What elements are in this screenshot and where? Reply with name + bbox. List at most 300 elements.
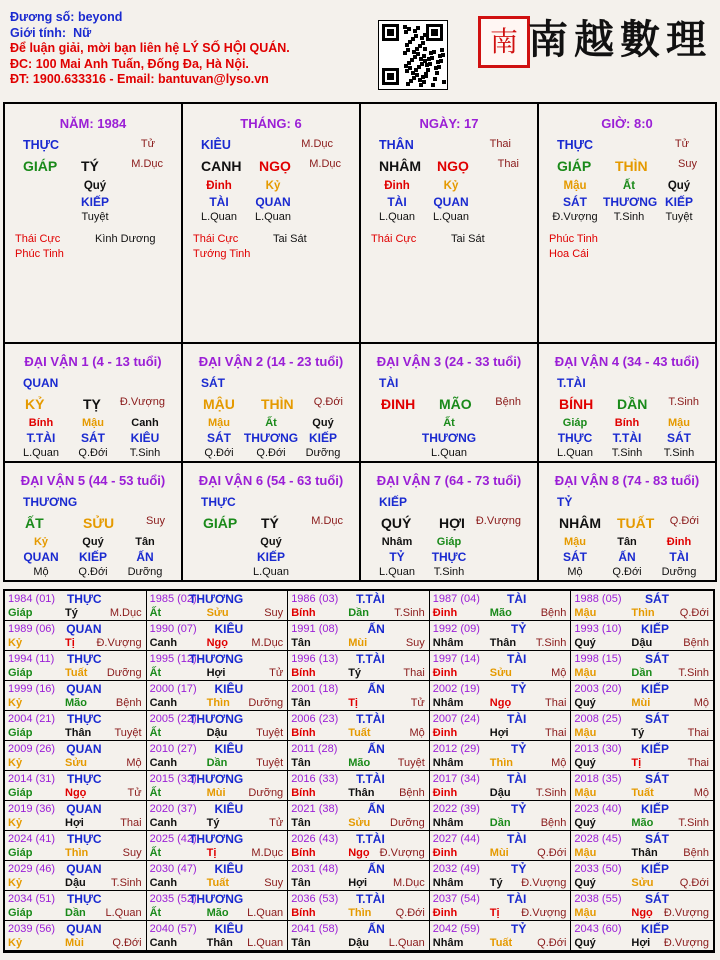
luck-hidden-stem: Kỷ	[33, 536, 49, 548]
year-state: Thai	[544, 697, 567, 709]
year-branch: Thân	[489, 637, 517, 649]
year-stem: Quý	[574, 637, 596, 649]
year-branch: Tý	[489, 877, 503, 889]
luck-hidden-stem: Giáp	[436, 536, 462, 548]
year-state: Tử	[269, 667, 284, 679]
year-god: THƯƠNG	[189, 892, 244, 906]
year-god: KIÊU	[214, 742, 244, 756]
pillar-0	[5, 104, 183, 344]
year-stem: Canh	[149, 637, 178, 649]
year-cell	[147, 801, 289, 831]
year-cell	[430, 621, 572, 651]
year-branch: Mùi	[206, 787, 226, 799]
year-stem: Đinh	[432, 907, 458, 919]
year-god: ẤN	[367, 742, 385, 756]
luck-cycle-2	[183, 344, 361, 463]
luck-hidden-note-text: L.Quan	[556, 447, 594, 459]
year-stem: Bính	[291, 847, 316, 859]
luck-stem: ẤT	[25, 515, 44, 531]
year-state: L.Quan	[105, 907, 142, 919]
heavenly-stem: NHÂM	[379, 158, 421, 174]
year-state: Mộ	[693, 787, 709, 799]
gender-label: Giới tính:	[10, 25, 67, 40]
year-state: Đ.Vượng	[521, 907, 567, 919]
year-label: 2009 (26)	[8, 743, 56, 755]
year-state: Bệnh	[540, 817, 567, 829]
year-cell	[430, 711, 572, 741]
year-branch: Thìn	[206, 697, 230, 709]
year-god: TÀI	[507, 772, 527, 786]
stars-right	[273, 232, 307, 247]
year-cell	[5, 681, 147, 711]
branch-state: Thai	[497, 158, 519, 170]
year-state: Đ.Vượng	[663, 937, 709, 949]
year-stem: Kỷ	[8, 877, 23, 889]
year-label: 2008 (25)	[574, 713, 622, 725]
year-cell	[430, 741, 572, 771]
year-stem: Ất	[149, 727, 162, 739]
year-stem: Mậu	[574, 907, 597, 919]
year-label: 2016 (33)	[291, 773, 339, 785]
hidden-god-name: SÁT	[563, 195, 587, 209]
earthly-branch: THÌN	[615, 158, 648, 174]
year-cell	[288, 621, 430, 651]
year-branch: Ngọ	[206, 637, 228, 649]
year-god: ẤN	[367, 682, 385, 696]
hidden-god-name: KIẾP	[664, 195, 693, 209]
luck-hidden-note-text: L.Quan	[378, 566, 416, 578]
qr-code-icon	[378, 20, 448, 90]
year-branch: Dậu	[631, 637, 653, 649]
luck-hidden-god-name: ẤN	[136, 550, 154, 564]
year-stem: Mậu	[574, 667, 597, 679]
year-label: 2032 (49)	[432, 863, 480, 875]
year-branch: Dậu	[65, 877, 86, 889]
year-god: THƯƠNG	[189, 592, 244, 606]
year-branch: Sửu	[489, 667, 512, 679]
year-branch: Tị	[348, 697, 358, 709]
year-cell	[571, 651, 713, 681]
year-god: KIÊU	[214, 682, 244, 696]
year-label: 1996 (13)	[291, 653, 339, 665]
year-stem: Bính	[291, 907, 316, 919]
year-god: KIẾP	[640, 802, 669, 816]
year-cell	[571, 771, 713, 801]
stem-state: M.Dục	[301, 138, 333, 150]
year-stem: Canh	[149, 757, 178, 769]
year-state: Thai	[120, 817, 142, 829]
year-stem: Tân	[291, 817, 311, 829]
hidden-god-name: TÀI	[209, 195, 229, 209]
luck-hidden-note-text: T.Sinh	[129, 447, 161, 459]
luck-hidden-god-name: TỶ	[389, 550, 405, 564]
year-branch: Tuất	[206, 877, 229, 889]
luck-hidden-note-text: Mộ	[33, 566, 49, 578]
year-state: Suy	[405, 637, 425, 649]
year-branch: Tý	[348, 667, 362, 679]
luck-cycle-3	[361, 344, 539, 463]
year-state: L.Quan	[247, 937, 284, 949]
year-branch: Thân	[631, 847, 658, 859]
luck-hidden-note-text: Dưỡng	[305, 447, 341, 459]
luck-branch: HỢI	[439, 515, 465, 531]
year-cell	[288, 921, 430, 951]
luck-hidden-god-name: KIẾP	[308, 431, 337, 445]
luck-branch: TỴ	[83, 396, 101, 412]
hidden-stem-name: Quý	[667, 180, 691, 192]
year-stem: Ất	[149, 787, 162, 799]
year-god: ẤN	[367, 622, 385, 636]
hidden-god-name: TÀI	[387, 195, 407, 209]
seal-icon: 南	[478, 16, 530, 68]
year-branch: Tuất	[489, 937, 513, 949]
year-god: SÁT	[645, 712, 669, 726]
year-cell	[5, 621, 147, 651]
year-branch: Thìn	[65, 847, 89, 859]
year-stem: Nhâm	[432, 877, 464, 889]
year-label: 1985 (02)	[149, 593, 197, 605]
year-state: Tử	[269, 817, 284, 829]
luck-hidden-stem: Nhâm	[381, 536, 413, 548]
branch-state: M.Dục	[309, 158, 341, 170]
year-god: QUAN	[66, 622, 102, 636]
year-branch: Ngọ	[489, 697, 512, 709]
year-cell	[147, 771, 289, 801]
year-branch: Dậu	[348, 937, 369, 949]
year-god: KIÊU	[214, 622, 244, 636]
luck-stem: GIÁP	[203, 515, 238, 531]
year-label: 2023 (40)	[574, 803, 622, 815]
year-branch: Thân	[65, 727, 92, 739]
luck-state: M.Dục	[311, 515, 343, 527]
header-info	[10, 10, 290, 88]
year-cell	[430, 831, 572, 861]
year-god: QUAN	[66, 922, 102, 936]
year-branch: Dần	[631, 667, 653, 679]
luck-cycle-8	[539, 463, 717, 582]
hidden-god-name: THƯƠNG	[603, 195, 658, 209]
year-god: THỰC	[66, 892, 102, 906]
year-stem: Đinh	[432, 847, 458, 859]
year-branch: Tị	[65, 637, 75, 649]
luck-hidden-note-text: T.Sinh	[433, 566, 465, 578]
year-state: Tuyệt	[256, 757, 284, 769]
earthly-branch: NGỌ	[259, 158, 291, 174]
year-stem: Tân	[291, 877, 311, 889]
year-branch: Hợi	[348, 877, 368, 889]
year-label: 2004 (21)	[8, 713, 56, 725]
year-god: KIẾP	[640, 862, 669, 876]
year-state: T.Sinh	[111, 877, 142, 889]
hidden-stem-name: Kỷ	[265, 180, 281, 192]
year-god: QUAN	[66, 682, 102, 696]
luck-state: Bệnh	[495, 396, 521, 408]
year-stem: Mậu	[574, 847, 597, 859]
year-cell	[147, 861, 289, 891]
earthly-branch: TÝ	[81, 158, 99, 174]
year-stem: Nhâm	[432, 817, 464, 829]
year-stem: Quý	[574, 817, 596, 829]
year-god: KIÊU	[214, 862, 244, 876]
pillar-title: NGÀY: 17	[419, 116, 479, 131]
stem-god: KIÊU	[201, 138, 231, 152]
year-cell	[571, 741, 713, 771]
year-god: TÀI	[507, 832, 527, 846]
year-label: 2037 (54)	[432, 893, 480, 905]
year-cell	[288, 801, 430, 831]
luck-title: ĐẠI VẬN 8 (74 - 83 tuổi)	[554, 473, 700, 488]
year-branch: Mão	[206, 907, 229, 919]
year-god: T.TÀI	[356, 832, 385, 846]
year-stem: Bính	[291, 607, 316, 619]
year-label: 2041 (58)	[291, 923, 339, 935]
luck-stem: NHÂM	[559, 515, 601, 531]
year-cell	[288, 831, 430, 861]
luck-cycle-7	[361, 463, 539, 582]
year-state: Dưỡng	[248, 697, 284, 709]
year-cell	[5, 891, 147, 921]
luck-hidden-note-text: Dưỡng	[127, 566, 163, 578]
year-god: SÁT	[645, 592, 669, 606]
year-branch: Tuất	[65, 667, 88, 679]
year-god: THƯƠNG	[189, 832, 244, 846]
year-state: Q.Đới	[395, 907, 425, 919]
year-god: TỶ	[511, 802, 527, 816]
hidden-note-text: T.Sinh	[613, 211, 645, 223]
luck-hidden-stem: Bính	[28, 417, 54, 429]
year-state: Tuyệt	[256, 727, 284, 739]
year-god: KIẾP	[640, 742, 669, 756]
year-god: TỶ	[511, 682, 527, 696]
luck-hidden-note-text: T.Sinh	[663, 447, 695, 459]
year-stem: Bính	[291, 727, 316, 739]
pillar-3	[539, 104, 717, 344]
luck-hidden-god-name: THƯƠNG	[243, 431, 299, 445]
luck-hidden-god-name: SÁT	[667, 431, 691, 445]
year-state: Q.Đới	[537, 937, 567, 949]
heavenly-stem: GIÁP	[557, 158, 592, 174]
year-stem: Đinh	[432, 787, 458, 799]
luck-stem-god: TÀI	[379, 376, 399, 390]
year-stem: Nhâm	[432, 757, 464, 769]
year-branch: Dần	[348, 607, 369, 619]
year-branch: Dần	[65, 907, 86, 919]
hidden-note-text: L.Quan	[200, 211, 238, 223]
year-label: 2000 (17)	[149, 683, 197, 695]
year-state: Mộ	[409, 727, 425, 739]
year-label: 2019 (36)	[8, 803, 56, 815]
luck-hidden-stem: Giáp	[562, 417, 588, 429]
year-label: 2030 (47)	[149, 863, 197, 875]
hidden-stem-name: Đinh	[206, 180, 232, 192]
year-state: Đ.Vượng	[379, 847, 425, 859]
year-state: Suy	[264, 607, 284, 619]
year-state: Đ.Vượng	[663, 907, 709, 919]
year-label: 2020 (37)	[149, 803, 197, 815]
luck-hidden-god-name: KIẾP	[256, 550, 285, 564]
pillar-title: NĂM: 1984	[59, 116, 127, 131]
year-label: 1990 (07)	[149, 623, 197, 635]
year-cell	[430, 861, 572, 891]
year-cell	[571, 591, 713, 621]
stem-god: THÂN	[379, 138, 414, 152]
luck-branch: MÃO	[439, 396, 472, 412]
four-pillars	[3, 102, 717, 344]
year-cell	[5, 591, 147, 621]
luck-hidden-god-name: QUAN	[23, 550, 59, 564]
year-branch: Hợi	[631, 937, 651, 949]
year-branch: Tị	[206, 847, 217, 859]
hidden-stem-name: Ất	[622, 180, 636, 192]
year-label: 1997 (14)	[432, 653, 480, 665]
hidden-note-text: L.Quan	[378, 211, 416, 223]
year-branch: Mùi	[65, 937, 84, 949]
year-cell	[5, 771, 147, 801]
year-god: TÀI	[507, 712, 527, 726]
branch-state: Suy	[678, 158, 697, 170]
year-god: THỰC	[66, 832, 102, 846]
year-cell	[5, 711, 147, 741]
year-god: T.TÀI	[356, 592, 385, 606]
year-branch: Ngọ	[348, 847, 370, 859]
hidden-stem-name: Quý	[83, 180, 107, 192]
year-god: T.TÀI	[356, 652, 385, 666]
luck-hidden-note-text: Dưỡng	[661, 566, 697, 578]
year-god: KIẾP	[640, 922, 669, 936]
luck-cycle-6	[183, 463, 361, 582]
year-label: 2006 (23)	[291, 713, 339, 725]
year-cell	[147, 591, 289, 621]
year-branch: Thìn	[489, 757, 514, 769]
luck-hidden-note-text: Mộ	[567, 566, 583, 578]
luck-branch: DẦN	[617, 396, 648, 412]
star-name: Phúc Tinh	[15, 248, 64, 260]
year-state: M.Dục	[109, 607, 142, 619]
year-god: THỰC	[66, 592, 102, 606]
year-state: Q.Đới	[537, 847, 567, 859]
year-stem: Giáp	[8, 787, 33, 799]
year-cell	[5, 921, 147, 951]
year-branch: Tuất	[348, 727, 371, 739]
year-label: 2026 (43)	[291, 833, 339, 845]
year-branch: Tý	[631, 727, 645, 739]
year-state: Thai	[687, 727, 709, 739]
luck-cycle-1	[5, 344, 183, 463]
year-stem: Giáp	[8, 907, 33, 919]
year-god: TỶ	[511, 862, 527, 876]
year-branch: Mão	[631, 817, 654, 829]
year-stem: Kỷ	[8, 757, 23, 769]
year-label: 1999 (16)	[8, 683, 56, 695]
year-stem: Mậu	[574, 787, 597, 799]
luck-state: Suy	[146, 515, 165, 527]
star-name: Phúc Tinh	[549, 233, 598, 245]
year-state: Bệnh	[683, 637, 709, 649]
luck-title: ĐẠI VẬN 1 (4 - 13 tuổi)	[24, 354, 162, 369]
luck-stem-god: TỶ	[557, 495, 573, 509]
year-stem: Quý	[574, 757, 596, 769]
earthly-branch: NGỌ	[437, 158, 469, 174]
year-label: 2035 (52)	[149, 893, 197, 905]
luck-hidden-stem: Mậu	[564, 536, 586, 548]
luck-stem: BÍNH	[559, 396, 594, 412]
luck-stem-god: THƯƠNG	[23, 495, 78, 509]
year-label: 2007 (24)	[432, 713, 480, 725]
stars-left	[371, 232, 416, 247]
year-cell	[288, 861, 430, 891]
year-god: TỶ	[511, 922, 527, 936]
luck-hidden-note-text: Q.Đới	[256, 447, 286, 459]
luck-hidden-note-text: Q.Đới	[612, 566, 642, 578]
year-state: Dưỡng	[106, 667, 142, 679]
year-state: T.Sinh	[394, 607, 425, 619]
stars-right	[95, 232, 155, 247]
year-cell	[288, 771, 430, 801]
year-state: Suy	[264, 877, 284, 889]
luck-state: Đ.Vượng	[119, 396, 165, 408]
year-god: THƯƠNG	[189, 712, 244, 726]
year-cell	[5, 831, 147, 861]
year-god: THỰC	[66, 772, 102, 786]
year-state: Bệnh	[683, 847, 709, 859]
luck-cycle-5	[5, 463, 183, 582]
year-cell	[571, 891, 713, 921]
year-god: QUAN	[66, 862, 102, 876]
luck-hidden-god-name: TÀI	[669, 550, 689, 564]
luck-hidden-god-name: KIẾP	[78, 550, 107, 564]
year-god: THỰC	[66, 712, 102, 726]
year-state: Tử	[127, 787, 142, 799]
luck-hidden-note-text: L.Quan	[22, 447, 60, 459]
year-branch: Tý	[65, 607, 78, 619]
luck-branch: TÝ	[261, 515, 279, 531]
year-stem: Ất	[149, 667, 162, 679]
luck-hidden-god-name: THƯƠNG	[421, 431, 477, 445]
year-branch: Dậu	[206, 727, 228, 739]
owner-value: beyond	[77, 10, 123, 24]
year-state: T.Sinh	[535, 787, 567, 799]
branch-state: M.Dục	[131, 158, 163, 170]
year-state: Thai	[687, 757, 709, 769]
year-stem: Ất	[149, 907, 162, 919]
luck-cycles	[3, 342, 717, 582]
star-name: Thái Cực	[15, 233, 61, 245]
year-label: 2043 (60)	[574, 923, 622, 935]
year-state: Bệnh	[540, 607, 567, 619]
year-cell	[571, 921, 713, 951]
year-state: Bệnh	[399, 787, 425, 799]
luck-hidden-god-name: KIÊU	[130, 431, 160, 445]
luck-title: ĐẠI VẬN 3 (24 - 33 tuổi)	[376, 354, 522, 369]
year-label: 1988 (05)	[574, 593, 622, 605]
year-cell	[430, 921, 572, 951]
luck-stem: ĐINH	[381, 396, 416, 412]
year-stem: Quý	[574, 937, 596, 949]
luck-stem-god: T.TÀI	[557, 376, 586, 390]
year-branch: Dần	[206, 757, 228, 769]
luck-hidden-stem: Quý	[82, 536, 104, 548]
year-state: M.Dục	[251, 847, 284, 859]
year-stem: Đinh	[432, 667, 458, 679]
year-god: TÀI	[507, 592, 527, 606]
year-cell	[5, 741, 147, 771]
year-label: 1986 (03)	[291, 593, 339, 605]
year-state: Tử	[410, 697, 425, 709]
star-name: Tai Sát	[273, 233, 307, 245]
stars-left	[193, 232, 250, 262]
year-branch: Hợi	[65, 817, 84, 829]
year-label: 2028 (45)	[574, 833, 622, 845]
